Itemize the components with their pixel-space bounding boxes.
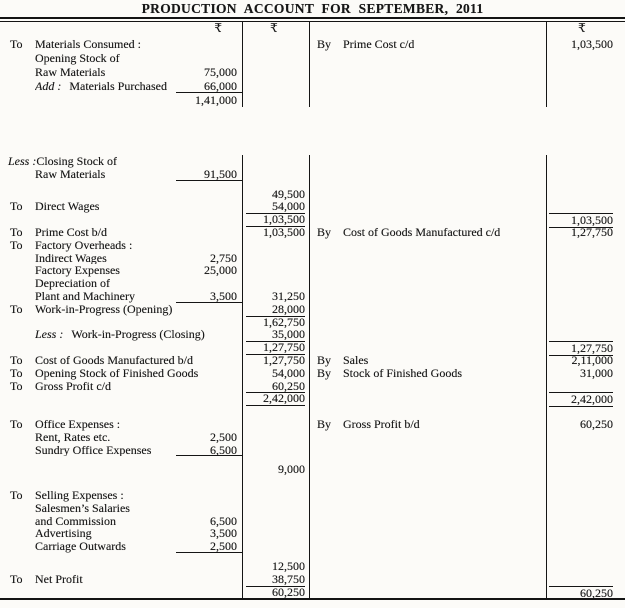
debit-amount-header xyxy=(243,22,310,37)
entry-prefix: By xyxy=(317,225,332,239)
entry-text: Raw Materials xyxy=(35,167,106,181)
entry-prefix: To xyxy=(10,353,23,367)
entry-text: Rent, Rates etc. xyxy=(35,430,111,444)
entry-text: Less : Work-in-Progress (Closing) xyxy=(35,328,205,342)
ledger-row xyxy=(0,93,625,107)
ledger-row xyxy=(0,277,625,290)
debit-entry xyxy=(0,540,243,553)
entry-text: Indirect Wages xyxy=(35,251,107,265)
amount-total: 60,250 xyxy=(246,586,305,600)
page-title: PRODUCTION ACCOUNT FOR SEPTEMBER, 2011 xyxy=(141,1,484,16)
ledger-row xyxy=(0,418,625,431)
entry-text: Prime Cost b/d xyxy=(35,225,108,239)
entry-text: Raw Materials xyxy=(35,65,106,79)
entry-text: Prime Cost c/d xyxy=(343,37,415,51)
ledger-row xyxy=(0,502,625,515)
debit-inner-amount-header xyxy=(0,22,243,37)
entry-text: Cost of Goods Manufactured c/d xyxy=(343,225,501,239)
debit-entry xyxy=(0,226,243,239)
amount-subtotal: 1,27,750 xyxy=(246,341,305,355)
amount-total: 2,42,000 xyxy=(549,392,613,407)
amount: 31,250 xyxy=(272,288,305,303)
ledger-row xyxy=(0,328,625,341)
spacer-row xyxy=(0,181,625,188)
entry-prefix: By xyxy=(317,417,332,431)
debit-entry xyxy=(0,252,243,265)
credit-entry xyxy=(310,354,547,367)
entry-prefix: To xyxy=(10,302,23,316)
amount-subtotal: 1,03,500 xyxy=(246,213,305,227)
entry-text: Cost of Goods Manufactured b/d xyxy=(35,353,193,367)
entry-qualifier: Less : xyxy=(8,155,37,168)
ledger-main-section xyxy=(0,155,625,598)
debit-entry xyxy=(0,303,243,316)
amount: 28,000 xyxy=(246,303,305,317)
section-gap xyxy=(0,107,625,155)
debit-entry xyxy=(0,155,243,168)
ledger-row xyxy=(0,431,625,444)
ledger-row xyxy=(0,239,625,252)
entry-text: Net Profit xyxy=(35,572,83,586)
ledger-row xyxy=(0,303,625,316)
amount-total: 2,42,000 xyxy=(246,392,305,406)
amount-subtotal: 1,62,750 xyxy=(263,314,305,329)
debit-entry xyxy=(0,65,243,79)
ledger-row xyxy=(0,290,625,303)
ledger-row xyxy=(0,354,625,367)
entry-text: Materials Consumed : xyxy=(35,37,141,51)
ledger-row xyxy=(0,527,625,540)
ledger-row xyxy=(0,155,625,168)
credit-entry xyxy=(310,418,547,431)
entry-text: Stock of Finished Goods xyxy=(343,366,463,380)
debit-entry xyxy=(0,502,243,515)
debit-entry xyxy=(0,37,243,51)
entry-prefix: To xyxy=(10,379,23,393)
entry-text: Carriage Outwards xyxy=(35,540,126,553)
debit-entry xyxy=(0,328,243,341)
ledger-row xyxy=(0,560,625,573)
amount: 2,11,000 xyxy=(571,352,613,367)
table-bottom-rule xyxy=(0,598,625,600)
ledger-row xyxy=(0,51,625,65)
amount: 35,000 xyxy=(246,328,305,342)
ledger-row xyxy=(0,380,625,393)
ledger-row xyxy=(0,463,625,476)
entry-prefix: To xyxy=(10,200,23,214)
amount-subtotal: 1,03,500 xyxy=(549,213,613,228)
entry-text: Depreciation of xyxy=(35,277,110,290)
debit-entry xyxy=(0,380,243,393)
ledger-row xyxy=(0,573,625,586)
entry-text: and Commission xyxy=(35,514,117,528)
credit-entry xyxy=(310,37,547,51)
credit-amount-header xyxy=(547,22,625,37)
ledger-row xyxy=(0,392,625,405)
debit-entry xyxy=(0,444,243,457)
debit-entry xyxy=(0,354,243,367)
ledger-row xyxy=(0,252,625,265)
entry-text: Opening Stock of Finished Goods xyxy=(35,366,199,380)
debit-entry xyxy=(0,573,243,586)
amount: 3,500 xyxy=(176,290,242,303)
amount: 75,000 xyxy=(204,65,237,79)
ledger-row xyxy=(0,444,625,457)
entry-prefix: By xyxy=(317,353,332,367)
debit-entry xyxy=(0,200,243,213)
entry-prefix: To xyxy=(10,238,23,252)
amount: 2,500 xyxy=(210,430,237,444)
entry-text: Selling Expenses : xyxy=(35,488,124,502)
ledger-row xyxy=(0,489,625,502)
ledger-row xyxy=(0,200,625,213)
debit-entry xyxy=(0,168,243,181)
ledger-row xyxy=(0,515,625,528)
debit-entry xyxy=(0,264,243,277)
entry-qualifier: Add : xyxy=(35,79,62,93)
debit-entry xyxy=(0,431,243,444)
amount-subtotal: 12,500 xyxy=(272,558,305,573)
ledger-row xyxy=(0,168,625,181)
debit-entry xyxy=(0,418,243,431)
amount: 54,000 xyxy=(246,200,305,214)
ledger-row xyxy=(0,341,625,354)
rupee-symbol: ₹ xyxy=(578,21,586,35)
amount: 60,250 xyxy=(580,416,613,431)
amount: 49,500 xyxy=(272,186,305,201)
entry-text: Add : Materials Purchased xyxy=(35,79,167,93)
amount: 1,03,500 xyxy=(571,37,613,51)
ledger-row xyxy=(0,264,625,277)
entry-prefix: To xyxy=(10,225,23,239)
amount: 1,27,750 xyxy=(263,352,305,367)
credit-entry xyxy=(310,226,547,239)
amount: 6,500 xyxy=(176,444,242,457)
debit-entry xyxy=(0,93,243,107)
amount: 31,000 xyxy=(580,365,613,380)
credit-particulars-header xyxy=(310,22,547,37)
debit-entry xyxy=(0,527,243,540)
debit-entry xyxy=(0,277,243,290)
ledger-top-section xyxy=(0,22,625,107)
entry-text: Advertising xyxy=(35,527,92,541)
spacer-row xyxy=(0,456,625,463)
debit-entry xyxy=(0,290,243,303)
debit-entry xyxy=(0,239,243,252)
ledger-row xyxy=(0,316,625,329)
amount: 38,750 xyxy=(246,573,305,587)
amount: 2,500 xyxy=(176,540,242,553)
ledger-row xyxy=(0,226,625,239)
debit-entry xyxy=(0,489,243,502)
entry-prefix: To xyxy=(10,488,23,502)
blank-row xyxy=(0,405,625,418)
ledger-row xyxy=(0,37,625,51)
entry-prefix: To xyxy=(10,37,23,51)
entry-text: Closing Stock of xyxy=(36,155,118,168)
rupee-symbol: ₹ xyxy=(270,21,278,35)
ledger-row xyxy=(0,586,625,599)
amount: 1,03,500 xyxy=(263,224,305,239)
ledger-row xyxy=(0,188,625,201)
entry-prefix: To xyxy=(10,572,23,586)
debit-entry xyxy=(0,367,243,380)
entry-text: Factory Expenses xyxy=(35,264,120,278)
amount: 66,000 xyxy=(176,79,242,93)
entry-prefix: To xyxy=(10,366,23,380)
credit-entry xyxy=(310,367,547,380)
entry-text: Factory Overheads : xyxy=(35,238,133,252)
entry-qualifier: Less : xyxy=(35,328,64,342)
ledger-row xyxy=(0,540,625,553)
debit-entry xyxy=(0,515,243,528)
entry-prefix: By xyxy=(317,366,332,380)
amount: 6,500 xyxy=(210,514,237,528)
entry-text: Plant and Machinery xyxy=(35,289,135,303)
entry-text: Sales xyxy=(343,353,369,367)
entry-text: Opening Stock of xyxy=(35,51,120,65)
entry-text: Salesmen’s Salaries xyxy=(35,501,130,515)
amount-subtotal: 1,27,750 xyxy=(549,341,613,356)
amount: 60,250 xyxy=(246,380,305,394)
spacer-row xyxy=(0,553,625,560)
ledger-row xyxy=(0,79,625,93)
debit-entry xyxy=(0,79,243,93)
amount-subtotal: 1,41,000 xyxy=(195,93,237,107)
entry-text: Direct Wages xyxy=(35,200,100,214)
amount: 91,500 xyxy=(176,168,242,181)
amount-subtotal: 9,000 xyxy=(278,462,305,477)
rupee-symbol: ₹ xyxy=(214,22,222,35)
amount: 25,000 xyxy=(204,264,237,278)
entry-text: Gross Profit b/d xyxy=(343,417,420,431)
entry-text: Office Expenses : xyxy=(35,417,121,431)
ledger-row xyxy=(0,65,625,79)
entry-prefix: By xyxy=(317,37,332,51)
entry-text: Gross Profit c/d xyxy=(35,379,111,393)
amount: 3,500 xyxy=(210,527,237,541)
entry-text: Work-in-Progress (Opening) xyxy=(35,302,173,316)
amount: 1,27,750 xyxy=(571,224,613,239)
blank-row xyxy=(0,476,625,489)
amount: 2,750 xyxy=(210,251,237,265)
ledger-row xyxy=(0,367,625,380)
amount: 54,000 xyxy=(272,365,305,380)
entry-prefix: To xyxy=(10,417,23,431)
debit-entry xyxy=(0,51,243,65)
entry-text: Sundry Office Expenses xyxy=(35,443,152,457)
column-header-row xyxy=(0,22,625,37)
amount-total: 60,250 xyxy=(549,586,613,601)
ledger-row xyxy=(0,213,625,226)
